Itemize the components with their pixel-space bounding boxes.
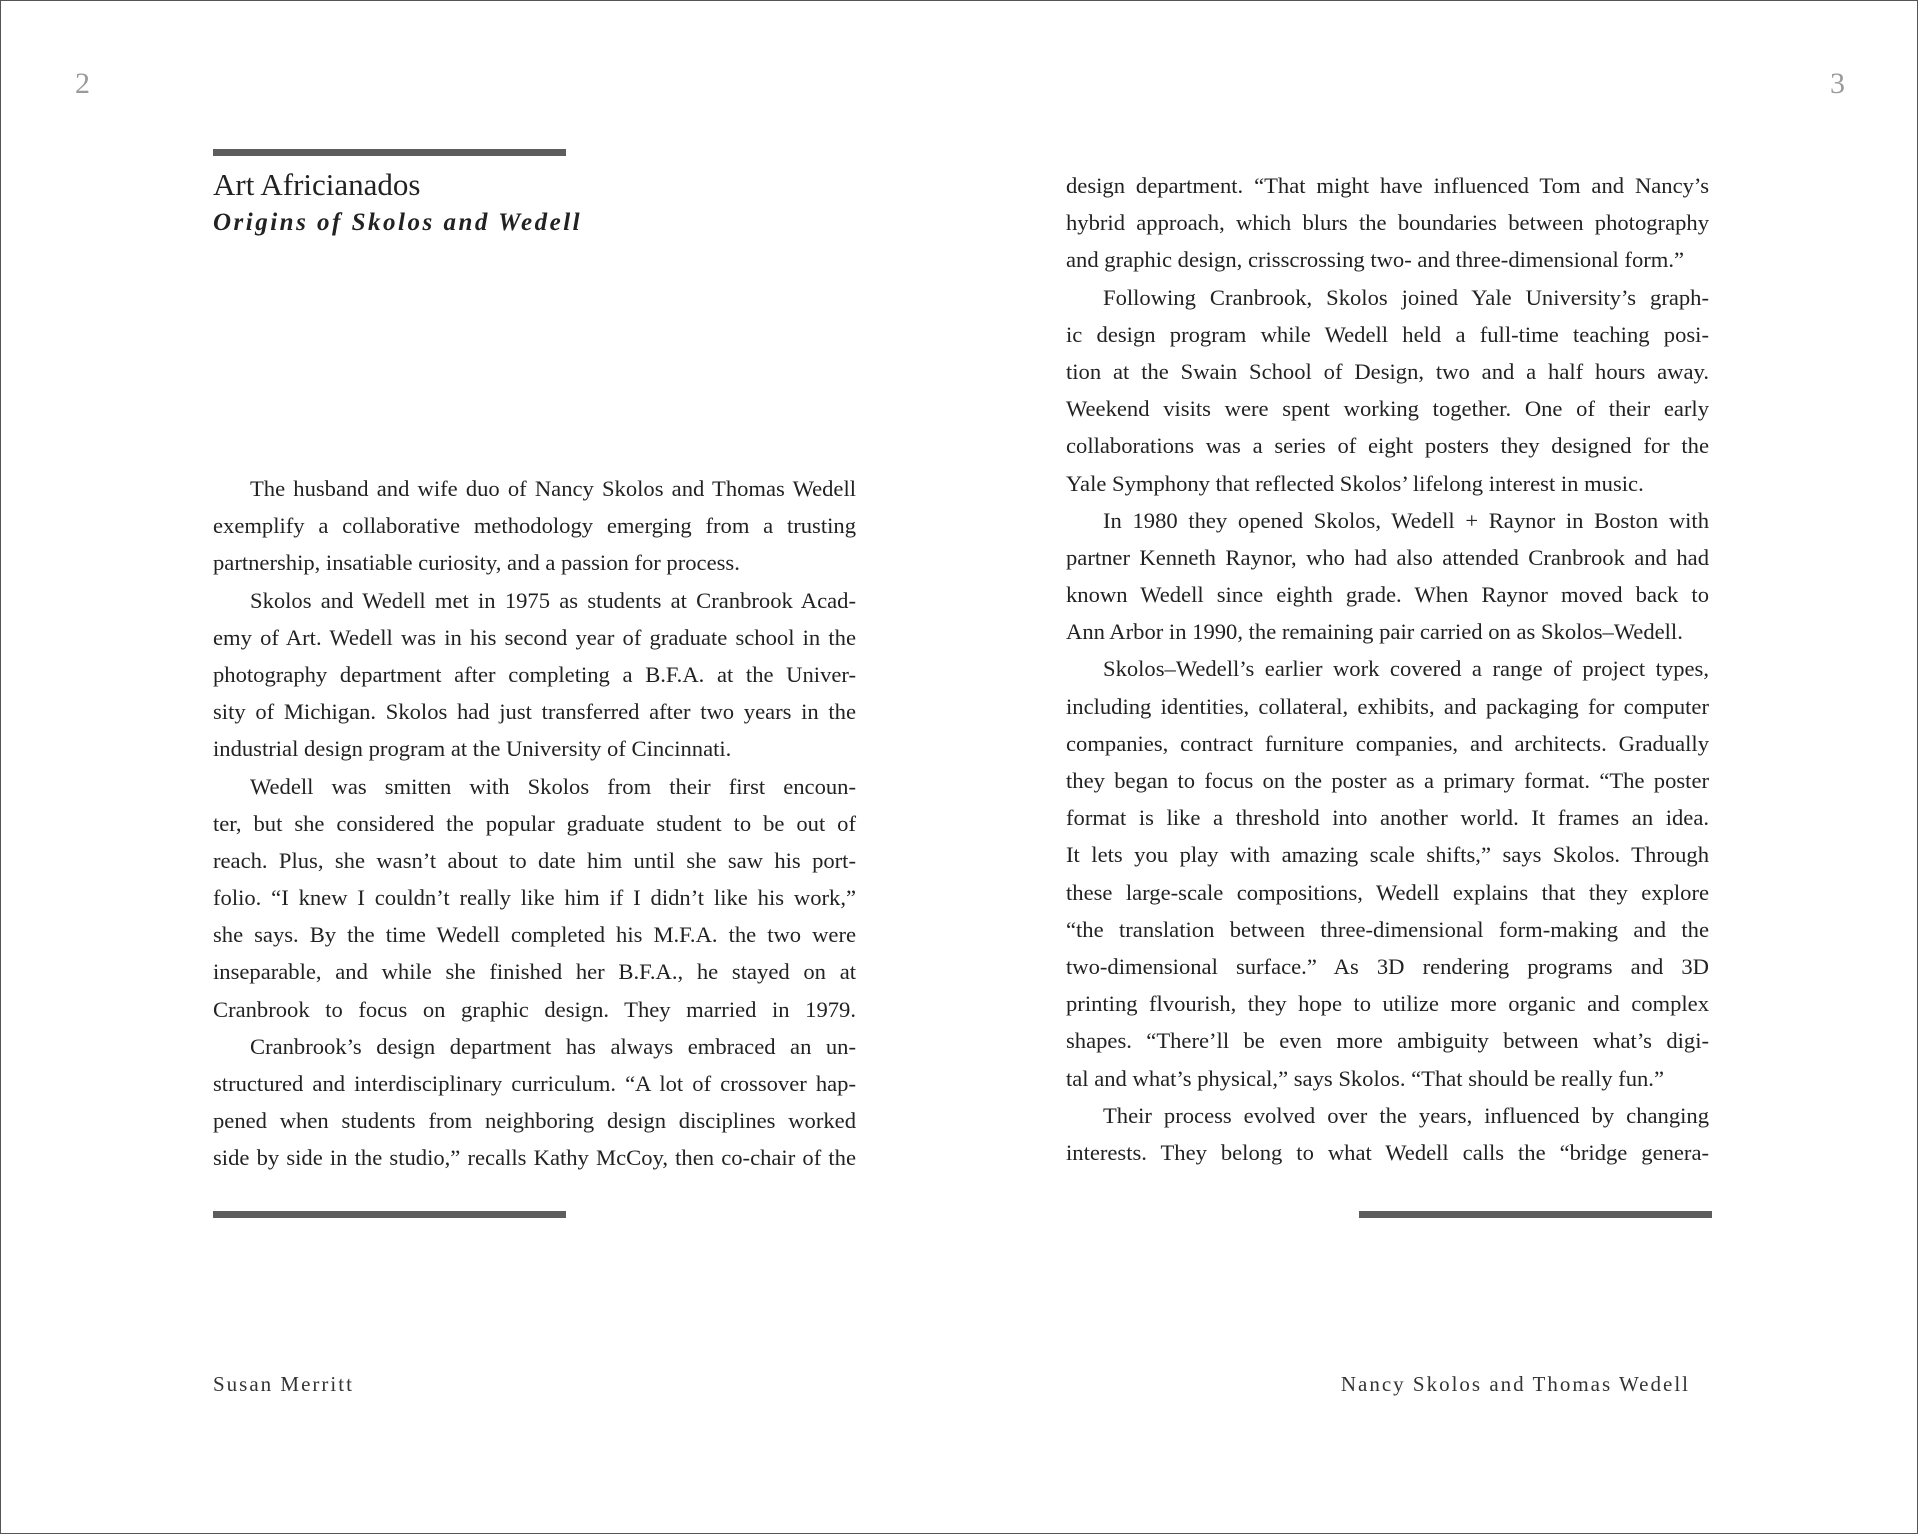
body-line: photography department after completing a B.F.A. at the Univer-	[213, 661, 856, 687]
body-line: Their process evolved over the years, influenced by changing	[1103, 1102, 1709, 1128]
body-line: ic design program while Wedell held a full-time teaching posi-	[1066, 321, 1709, 347]
body-line: companies, contract furniture companies, and architects. Gradually	[1066, 730, 1709, 756]
body-line: industrial design program at the University of Cincinnati.	[213, 736, 732, 762]
body-line: Ann Arbor in 1990, the remaining pair carried on as Skolos–Wedell.	[1066, 619, 1683, 645]
body-line: partnership, insatiable curiosity, and a passion for process.	[213, 550, 740, 576]
body-line: two-dimensional surface.” As 3D rendering programs and 3D	[1066, 953, 1709, 979]
body-line: hybrid approach, which blurs the boundaries between photography	[1066, 210, 1709, 236]
body-line: design department. “That might have influenced Tom and Nancy’s	[1066, 173, 1709, 198]
chapter-subtitle: Origins of Skolos and Wedell	[213, 209, 583, 236]
body-line: interests. They belong to what Wedell calls the “bridge genera-	[1066, 1139, 1709, 1165]
body-line: inseparable, and while she finished her B.F.A., he stayed on at	[213, 959, 856, 985]
body-line: Weekend visits were spent working together. One of their early	[1066, 396, 1709, 422]
body-line: The husband and wife duo of Nancy Skolos and Thomas Wedell	[250, 476, 856, 501]
right-page-number: 3	[1830, 67, 1845, 100]
body-line: known Wedell since eighth grade. When Raynor moved back to	[1066, 582, 1709, 608]
body-line: In 1980 they opened Skolos, Wedell + Raynor in Boston with	[1103, 507, 1709, 533]
body-line: structured and interdisciplinary curriculum. “A lot of crossover hap-	[213, 1071, 856, 1096]
body-line: these large-scale compositions, Wedell explains that they explore	[1066, 879, 1709, 905]
body-line: exemplify a collaborative methodology emerging from a trusting	[213, 513, 856, 539]
body-line: It lets you play with amazing scale shifts,” says Skolos. Through	[1066, 842, 1709, 868]
body-line: collaborations was a series of eight posters they designed for the	[1066, 433, 1709, 459]
body-line: Cranbrook’s design department has always embraced an un-	[250, 1033, 856, 1059]
body-line: Yale Symphony that reflected Skolos’ lifelong interest in music.	[1066, 470, 1644, 496]
body-line: tal and what’s physical,” says Skolos. “That should be really fun.”	[1066, 1065, 1664, 1091]
top-rule-left	[213, 149, 566, 156]
right-footer-subject: Nancy Skolos and Thomas Wedell	[1340, 1372, 1690, 1396]
body-line: folio. “I knew I couldn’t really like him if I didn’t like his work,”	[213, 885, 856, 911]
body-line: Wedell was smitten with Skolos from their first encoun-	[250, 773, 856, 799]
body-line: Skolos–Wedell’s earlier work covered a range of project types,	[1103, 656, 1709, 682]
left-body-text	[213, 470, 856, 1177]
body-line: Cranbrook to focus on graphic design. They married in 1979.	[213, 996, 856, 1022]
body-line: including identities, collateral, exhibits, and packaging for computer	[1066, 693, 1709, 719]
body-line: ter, but she considered the popular graduate student to be out of	[213, 810, 856, 836]
left-footer-author: Susan Merritt	[213, 1372, 354, 1396]
body-line: sity of Michigan. Skolos had just transferred after two years in the	[213, 699, 856, 725]
right-body-text	[1066, 167, 1709, 1171]
body-line: partner Kenneth Raynor, who had also attended Cranbrook and had	[1066, 544, 1709, 570]
body-line: shapes. “There’ll be even more ambiguity between what’s digi-	[1066, 1028, 1709, 1054]
body-line: she says. By the time Wedell completed his M.F.A. the two were	[213, 922, 856, 948]
body-line: side by side in the studio,” recalls Kathy McCoy, then co-chair of the	[213, 1145, 856, 1171]
body-line: “the translation between three-dimensional form-making and the	[1066, 916, 1709, 942]
body-line: they began to focus on the poster as a primary format. “The poster	[1066, 768, 1709, 793]
body-line: format is like a threshold into another world. It frames an idea.	[1066, 805, 1709, 831]
body-line: and graphic design, crisscrossing two- and three-dimensional form.”	[1066, 247, 1685, 273]
chapter-title: Art Africianados	[213, 167, 421, 202]
body-line: Following Cranbrook, Skolos joined Yale University’s graph-	[1103, 284, 1709, 310]
bottom-rule-right	[1359, 1211, 1712, 1218]
body-line: pened when students from neighboring design disciplines worked	[213, 1108, 856, 1134]
body-line: Skolos and Wedell met in 1975 as students at Cranbrook Acad-	[250, 587, 856, 613]
body-line: reach. Plus, she wasn’t about to date him until she saw his port-	[213, 847, 856, 873]
body-line: tion at the Swain School of Design, two and a half hours away.	[1066, 358, 1709, 384]
left-page-number: 2	[75, 67, 90, 100]
body-line: emy of Art. Wedell was in his second year of graduate school in the	[213, 624, 856, 650]
body-line: printing flvourish, they hope to utilize more organic and complex	[1066, 991, 1709, 1017]
bottom-rule-left	[213, 1211, 566, 1218]
